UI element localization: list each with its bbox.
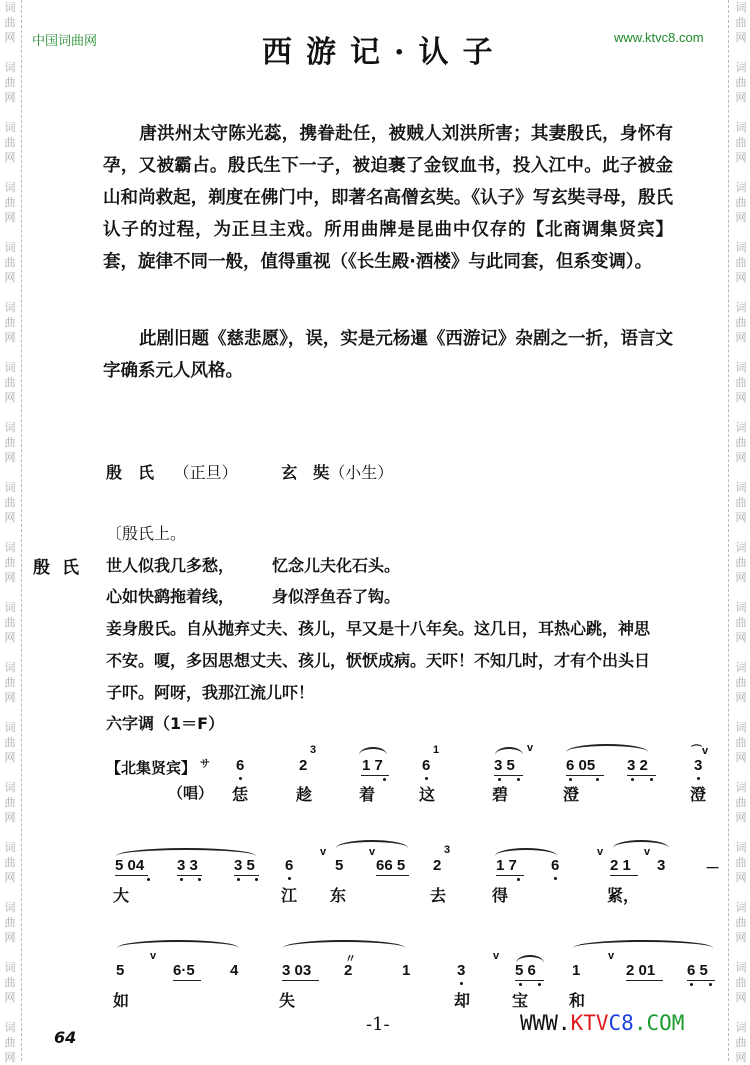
note: 66 5 [376,857,406,874]
note: 5 6 [515,962,536,979]
watermark-char: 词 [735,121,747,134]
note: 6·5 [173,962,195,979]
left-margin-line [21,0,22,1061]
watermark-char: 曲 [4,376,16,389]
watermark-char: 曲 [4,496,16,509]
watermark-char: 曲 [4,196,16,209]
verse-1a: 世人似我几多愁， [106,556,235,575]
watermark-char: 词 [4,241,16,254]
watermark-char: 曲 [735,856,747,869]
watermark-char: 词 [4,601,16,614]
watermark-char: 词 [735,301,747,314]
note: 6 [422,757,431,774]
tempo-mark: サ [200,759,211,770]
watermark-char: 曲 [735,436,747,449]
key-signature: 六字调（1＝F） [106,714,225,733]
watermark-char: 词 [735,961,747,974]
note: 6 [551,857,560,874]
stage-direction: 〔殷氏上。 [106,524,187,543]
watermark-char: 网 [4,811,16,824]
watermark-char: 网 [735,1051,747,1064]
note: 5 [335,857,344,874]
note: 1 [572,962,581,979]
book-page-number: 64 [54,1028,77,1047]
note: 3 5 [234,857,255,874]
cast-role-xuanzang: （小生） [329,463,394,482]
watermark-char: 词 [4,301,16,314]
lyric: 去 [430,886,447,905]
watermark-char: 曲 [735,136,747,149]
watermark-char: 网 [4,871,16,884]
page-number: -1- [366,1014,390,1035]
lyric: 大 [113,886,130,905]
lyric: 趁 [296,785,313,804]
watermark-char: 曲 [4,1036,16,1049]
verse-2a: 心如快鹞拖着线， [106,587,235,606]
watermark-char: 词 [4,961,16,974]
watermark-char: 词 [735,1,747,14]
watermark-char: 曲 [4,856,16,869]
watermark-char: 词 [4,721,16,734]
watermark-char: 词 [735,1021,747,1034]
watermark-char: 网 [4,991,16,1004]
grace-note: 1 [433,744,440,756]
lyric: 和 [569,991,586,1010]
watermark-char: 曲 [735,256,747,269]
watermark-char: 词 [4,661,16,674]
note: 3 2 [627,757,648,774]
lyric: 宝 [512,991,529,1010]
watermark-char: 曲 [735,616,747,629]
watermark-char: 词 [735,781,747,794]
watermark-char: 词 [4,901,16,914]
verse-line-2 [106,584,400,607]
watermark-char: 曲 [4,976,16,989]
watermark-char: 词 [4,841,16,854]
watermark-char: 曲 [4,916,16,929]
watermark-char: 曲 [4,736,16,749]
watermark-char: 词 [735,61,747,74]
watermark-char: 网 [735,211,747,224]
speech-line-2: 不安。嗄，多因思想丈夫、孩儿，恹恹成病。天吓！不知几时，才有个出头日 [106,651,651,670]
speech-line-1: 妾身殷氏。自从抛弃丈夫、孩儿，早又是十八年矣。这几日，耳热心跳，神思 [106,619,651,638]
grace-note: 3 [310,744,317,756]
lyric: 紧， [607,886,640,905]
watermark-char: 曲 [735,316,747,329]
right-watermark-strip [731,0,750,1064]
watermark-char: 网 [4,1051,16,1064]
watermark-char: 词 [4,361,16,374]
note: － [705,860,721,877]
watermark-char: 网 [4,31,16,44]
qupai-label: 【北集贤宾】 $^サ$ [106,759,211,777]
watermark-char: 曲 [4,16,16,29]
speech-line-3: 子吓。阿呀，我那江流儿吓！ [106,683,315,702]
note: 6 5 [687,962,708,979]
note: 3 3 [177,857,198,874]
watermark-char: 曲 [4,616,16,629]
watermark-char: 曲 [735,76,747,89]
watermark-char: 网 [735,811,747,824]
site-name[interactable]: 中国词曲网 [32,34,98,49]
lyric: 江 [281,886,298,905]
watermark-char: 词 [4,181,16,194]
intro-paragraph-1-text: 唐洪州太守陈光蕊，携眷赴任，被贼人刘洪所害；其妻殷氏，身怀有孕，又被霸占。殷氏生下一子，被迫裹了金钗血书，投入江中。此子被金山和尚救起，剃度在佛门中，即著名高僧玄奘。《认子》写玄奘寻母，殷氏认子的过程，为正旦主戏。所用曲牌是昆曲中仅存的【北商调集贤宾】套，旋律不同一般，值得重视（《长生殿·酒楼》与此同套，但系变调）。 [103,124,673,272]
watermark-char: 网 [735,931,747,944]
cast-list [106,460,393,483]
watermark-char: 词 [735,721,747,734]
lyric: 得 [492,886,509,905]
lyric: 着 [359,785,376,804]
watermark-char: 网 [4,751,16,764]
note: 5 [116,962,125,979]
note: 3 5 [494,757,515,774]
watermark-char: 网 [4,631,16,644]
left-watermark-strip [0,0,20,1064]
lyric: 如 [113,991,130,1010]
watermark-char: 网 [735,991,747,1004]
watermark-char: 曲 [4,76,16,89]
cast-name-yinshi: 殷 氏 [106,463,155,482]
right-margin-line [728,0,729,1061]
watermark-char: 网 [735,691,747,704]
note: 2 1 [610,857,631,874]
lyric: 东 [330,886,347,905]
watermark-char: 曲 [735,1036,747,1049]
watermark-char: 词 [4,481,16,494]
watermark-char: 网 [4,391,16,404]
lyric: 却 [454,991,471,1010]
watermark-char: 词 [735,541,747,554]
watermark-char: 曲 [735,676,747,689]
watermark-char: 词 [735,241,747,254]
watermark-char: 词 [735,481,747,494]
lyric: 碧 [492,785,509,804]
watermark-char: 网 [4,331,16,344]
watermark-char: 网 [735,511,747,524]
watermark-char: 词 [4,541,16,554]
cast-name-xuanzang: 玄 奘 [281,463,330,482]
note: 1 [402,962,411,979]
lyric: 澄 [690,785,707,804]
note: 5 04 [115,857,145,874]
intro-paragraph-2 [103,323,673,387]
note: 3 [457,962,466,979]
watermark-char: 词 [735,181,747,194]
watermark-char: 网 [735,451,747,464]
watermark-char: 词 [735,601,747,614]
site-url-link[interactable]: www.ktvc8.com [614,30,704,45]
watermark-char: 词 [4,781,16,794]
watermark-char: 词 [4,421,16,434]
lyric: 这 [419,785,436,804]
watermark-char: 曲 [735,196,747,209]
intro-paragraph-1 [103,118,673,278]
note: 6 [236,757,245,774]
note: 2 [433,857,442,874]
watermark-char: 网 [4,91,16,104]
watermark-char: 曲 [735,736,747,749]
watermark-char: 曲 [735,916,747,929]
watermark-char: 曲 [4,556,16,569]
note: 1 7 [496,857,517,874]
watermark-char: 网 [735,331,747,344]
watermark-char: 网 [4,151,16,164]
watermark-char: 词 [735,421,747,434]
note: 2 [344,962,353,979]
watermark-char: 网 [735,751,747,764]
watermark-char: 词 [4,1021,16,1034]
watermark-char: 曲 [4,676,16,689]
note: 6 05 [566,757,596,774]
watermark-char: 曲 [4,796,16,809]
watermark-char: 网 [4,511,16,524]
note: 2 01 [626,962,656,979]
watermark-char: 词 [735,361,747,374]
watermark-char: 曲 [735,16,747,29]
note: 6 [285,857,294,874]
watermark-char: 网 [4,271,16,284]
watermark-char: 词 [735,901,747,914]
watermark-char: 网 [4,451,16,464]
watermark-char: 词 [4,61,16,74]
watermark-char: 网 [735,871,747,884]
watermark-char: 词 [735,661,747,674]
verse-2b: 身似浮鱼吞了钩。 [272,587,401,606]
watermark-char: 网 [4,931,16,944]
brand-watermark[interactable]: WWW.KTVC8.COM [520,1011,685,1035]
watermark-char: 词 [735,841,747,854]
watermark-char: 曲 [735,976,747,989]
watermark-char: 曲 [735,376,747,389]
watermark-char: 曲 [735,496,747,509]
watermark-char: 曲 [735,556,747,569]
watermark-char: 词 [4,1,16,14]
watermark-char: 曲 [4,436,16,449]
lyric: 恁 [232,785,249,804]
cast-role-yinshi: （正旦） [173,463,238,482]
note: 2 [299,757,308,774]
watermark-char: 网 [735,91,747,104]
grace-note: 3 [444,844,451,856]
watermark-char: 曲 [4,316,16,329]
note: 3 [657,857,666,874]
sing-mark: （唱） [168,784,214,802]
lyric: 失 [279,991,296,1010]
watermark-char: 网 [4,571,16,584]
watermark-char: 网 [735,391,747,404]
watermark-char: 网 [4,691,16,704]
watermark-char: 网 [735,631,747,644]
note: 4 [230,962,239,979]
watermark-char: 曲 [735,796,747,809]
watermark-char: 网 [735,31,747,44]
verse-1b: 忆念儿夫化石头。 [272,556,401,575]
watermark-char: 曲 [4,256,16,269]
watermark-char: 网 [735,571,747,584]
watermark-char: 网 [4,211,16,224]
page-title: 西游记·认子 [262,35,507,70]
note: 1 7 [362,757,383,774]
watermark-char: 词 [4,121,16,134]
watermark-char: 网 [735,271,747,284]
watermark-char: 曲 [4,136,16,149]
note: 3 03 [282,962,312,979]
watermark-char: 网 [735,151,747,164]
verse-line-1 [106,553,400,576]
note: 3 [694,757,703,774]
speaker-label: 殷氏 [33,558,91,578]
intro-paragraph-2-text: 此剧旧题《慈悲愿》，误，实是元杨暹《西游记》杂剧之一折，语言文字确系元人风格。 [103,329,673,381]
lyric: 澄 [563,785,580,804]
